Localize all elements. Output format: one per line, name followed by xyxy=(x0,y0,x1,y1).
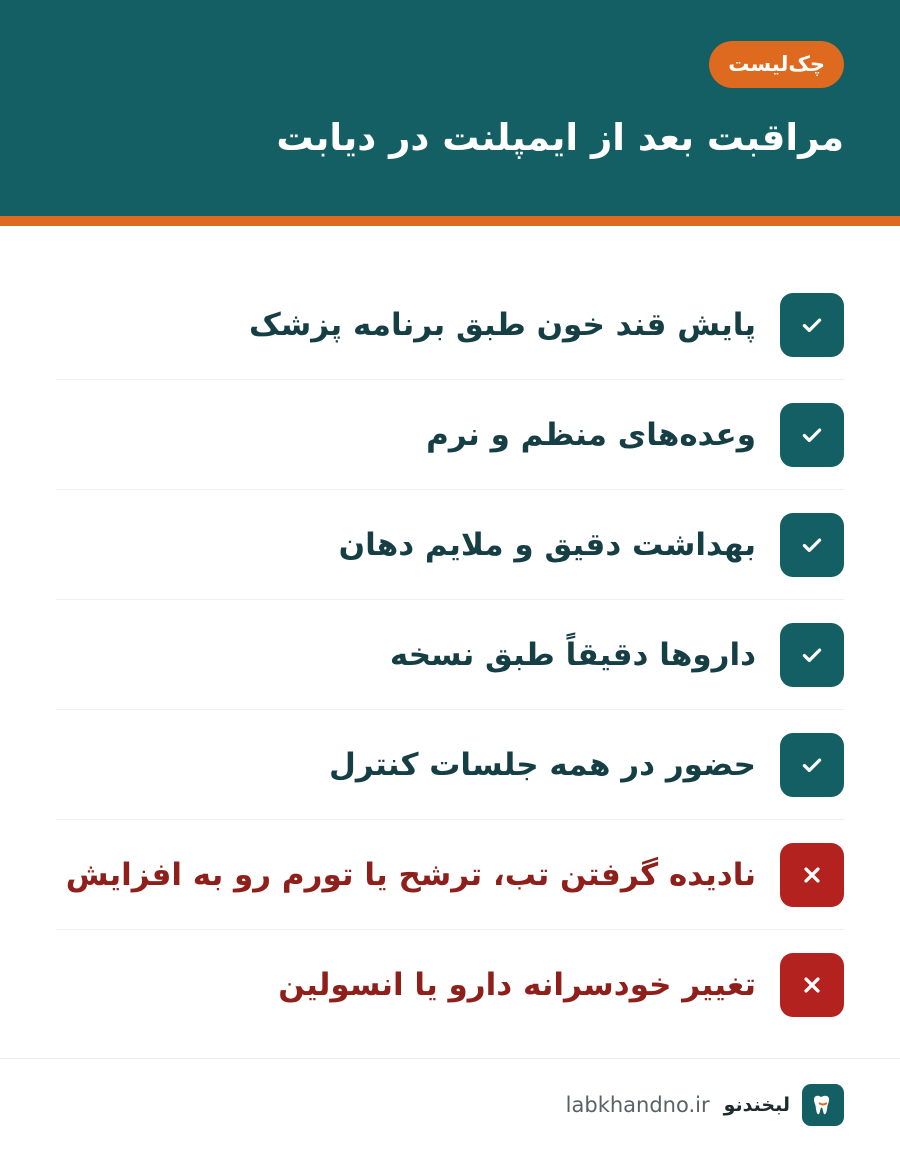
brand xyxy=(566,1084,844,1126)
tooth-icon xyxy=(802,1084,844,1126)
header xyxy=(0,0,900,216)
brand-url[interactable]: labkhandno.ir xyxy=(565,1093,710,1117)
list-item xyxy=(56,930,844,1040)
brand-name: لبخندنو xyxy=(723,1094,790,1116)
header-accent-bar xyxy=(0,216,900,226)
footer xyxy=(0,1058,900,1156)
list-item xyxy=(56,380,844,490)
close-icon xyxy=(780,843,844,907)
check-icon xyxy=(780,513,844,577)
list-item xyxy=(56,270,844,380)
list-item-label: نادیده گرفتن تب، ترشح یا تورم رو به افزایش xyxy=(65,856,756,893)
check-icon xyxy=(780,623,844,687)
list-item xyxy=(56,600,844,710)
list-item-label: داروها دقیقاً طبق نسخه xyxy=(389,636,756,673)
close-icon xyxy=(780,953,844,1017)
list-item-label: وعده‌های منظم و نرم xyxy=(426,416,756,453)
checklist xyxy=(56,270,844,1040)
list-item xyxy=(56,490,844,600)
list-item xyxy=(56,710,844,820)
check-icon xyxy=(780,733,844,797)
list-item-label: تغییر خودسرانه دارو یا انسولین xyxy=(278,967,756,1003)
check-icon xyxy=(780,403,844,467)
list-item-label: حضور در همه جلسات کنترل xyxy=(328,746,756,783)
list-item xyxy=(56,820,844,930)
check-icon xyxy=(780,293,844,357)
list-item-label: پایش قند خون طبق برنامه پزشک xyxy=(249,306,756,343)
checklist-badge: چک‌لیست xyxy=(709,41,844,88)
page-title: مراقبت بعد از ایمپلنت در دیابت xyxy=(276,116,844,159)
list-item-label: بهداشت دقیق و ملایم دهان xyxy=(338,526,756,563)
